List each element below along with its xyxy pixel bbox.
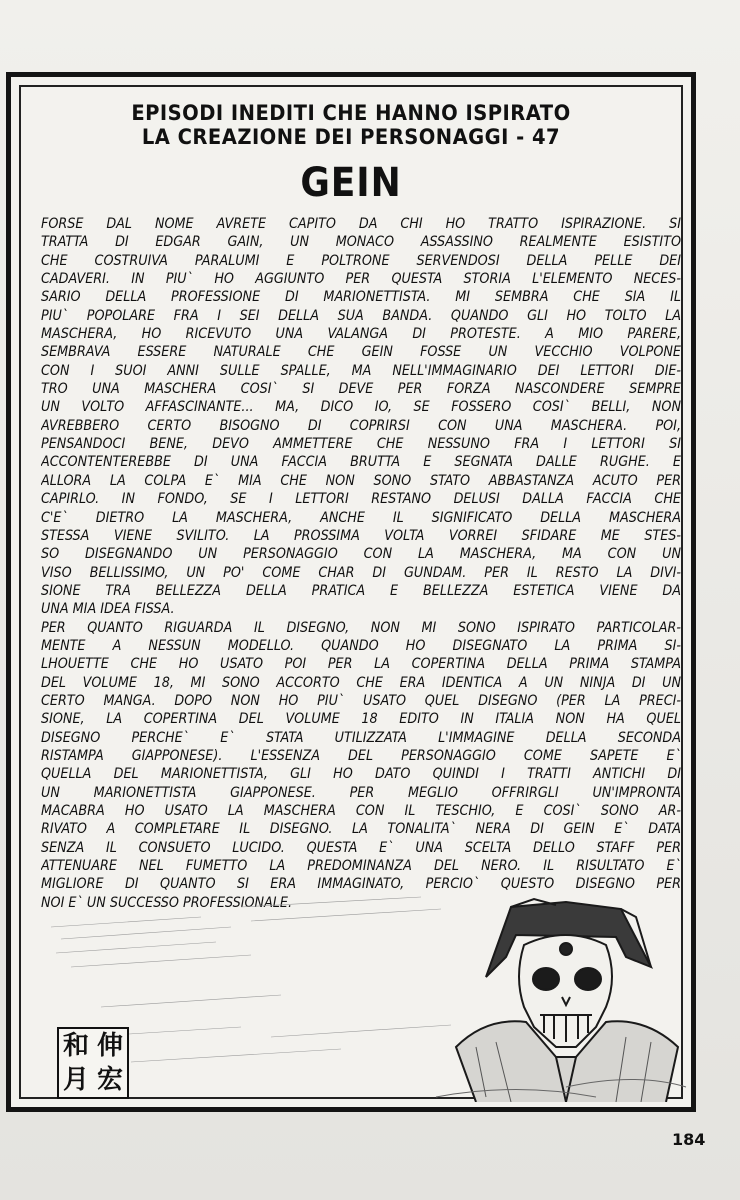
- seal-char: 和: [62, 1031, 89, 1061]
- article-inner-frame: [19, 85, 683, 1099]
- seal-char: 宏: [96, 1065, 123, 1095]
- body-line: SARIO DELLA PROFESSIONE DI MARIONETTISTA. MI SEMBRA CHE SIA IL: [41, 289, 681, 306]
- body-line: CADAVERI. IN PIU` HO AGGIUNTO PER QUESTA STORIA L'ELEMENTO NECES-: [41, 271, 681, 288]
- body-line: ALLORA LA COLPA E` MIA CHE NON SONO STATO ABBASTANZA ACUTO PER: [41, 472, 681, 489]
- seal-char: 月: [62, 1065, 89, 1095]
- body-line: PIU` POPOLARE FRA I SEI DELLA SUA BANDA. QUANDO GLI HO TOLTO LA: [41, 307, 681, 324]
- body-line: UNA MIA IDEA FISSA.: [41, 601, 175, 618]
- body-line: CERTO MANGA. DOPO NON HO PIU` USATO QUEL DISEGNO (PER LA PRECI-: [41, 692, 681, 709]
- body-line: PENSANDOCI BENE, DEVO AMMETTERE CHE NESSUNO FRA I LETTORI SI: [41, 436, 681, 453]
- body-line: SIONE, LA COPERTINA DEL VOLUME 18 EDITO IN ITALIA NON HA QUEL: [41, 711, 681, 728]
- body-line: AVREBBERO CERTO BISOGNO DI COPRIRSI CON UNA MASCHERA. POI,: [41, 417, 681, 434]
- body-line: UN VOLTO AFFASCINANTE... MA, DICO IO, SE FOSSERO COSI` BELLI, NON: [41, 399, 681, 416]
- page-number: 184: [672, 1130, 706, 1149]
- body-line: VISO BELLISSIMO, UN PO' COME CHAR DI GUNDAM. PER IL RESTO LA DIVI-: [41, 564, 681, 581]
- body-line: CON I SUOI ANNI SULLE SPALLE, MA NELL'IMMAGINARIO DEI LETTORI DIE-: [41, 362, 681, 379]
- body-line: SO DISEGNANDO UN PERSONAGGIO CON LA MASCHERA, MA CON UN: [41, 546, 681, 563]
- body-line: FORSE DAL NOME AVRETE CAPITO DA CHI HO TRATTO ISPIRAZIONE. SI: [41, 216, 681, 232]
- body-line: STESSA VIENE SVILITO. LA PROSSIMA VOLTA VORREI SFIDARE ME STES-: [41, 527, 681, 544]
- body-line: CHE COSTRUIVA PARALUMI E POLTRONE SERVENDOSI DELLA PELLE DEI: [41, 252, 681, 269]
- article-body: [41, 215, 681, 912]
- body-line: UN MARIONETTISTA GIAPPONESE. PER MEGLIO OFFRIRGLI UN'IMPRONTA: [41, 784, 681, 801]
- body-line: TRATTA DI EDGAR GAIN, UN MONACO ASSASSINO REALMENTE ESISTITO: [41, 234, 681, 251]
- series-header: [44, 101, 658, 149]
- body-line: NOI E` UN SUCCESSO PROFESSIONALE.: [41, 894, 293, 911]
- body-line: SENZA IL CONSUETO LUCIDO. QUESTA E` UNA SCELTA DELLO STAFF PER: [41, 839, 681, 856]
- body-line: RISTAMPA GIAPPONESE). L'ESSENZA DEL PERSONAGGIO COME SAPETE E`: [41, 747, 681, 764]
- header-line-1: EPISODI INEDITI CHE HANNO ISPIRATO: [131, 101, 571, 125]
- body-line: MASCHERA, HO RICEVUTO UNA VALANGA DI PROTESTE. A MIO PARERE,: [41, 326, 681, 343]
- seal-char: 伸: [96, 1031, 123, 1061]
- body-line: DISEGNO PERCHE` E` STATA UTILIZZATA L'IMMAGINE DELLA SECONDA: [41, 729, 681, 746]
- article-frame: [6, 72, 696, 1112]
- author-seal: [57, 1027, 129, 1099]
- character-title: GEIN: [300, 160, 402, 206]
- body-line: MENTE A NESSUN MODELLO. QUANDO HO DISEGNATO LA PRIMA SI-: [41, 637, 681, 654]
- body-line: ACCONTENTEREBBE DI UNA FACCIA BRUTTA E SEGNATA DALLE RUGHE. E: [41, 454, 681, 471]
- body-line: RIVATO A COMPLETARE IL DISEGNO. LA TONALITA` NERA DI GEIN E` DATA: [41, 821, 681, 838]
- body-line: TRO UNA MASCHERA COSI` SI DEVE PER FORZA NASCONDERE SEMPRE: [41, 381, 681, 398]
- header-line-2: LA CREAZIONE DEI PERSONAGGI - 47: [141, 125, 561, 149]
- body-line: DEL VOLUME 18, MI SONO ACCORTO CHE ERA IDENTICA A UN NINJA DI UN: [41, 674, 681, 691]
- body-line: MIGLIORE DI QUANTO SI ERA IMMAGINATO, PERCIO` QUESTO DISEGNO PER: [41, 876, 681, 893]
- body-line: PER QUANTO RIGUARDA IL DISEGNO, NON MI SONO ISPIRATO PARTICOLAR-: [41, 619, 681, 636]
- body-line: LHOUETTE CHE HO USATO POI PER LA COPERTINA DELLA PRIMA STAMPA: [41, 656, 681, 673]
- body-line: SIONE TRA BELLEZZA DELLA PRATICA E BELLEZZA ESTETICA VIENE DA: [41, 582, 681, 599]
- body-line: C'E` DIETRO LA MASCHERA, ANCHE IL SIGNIFICATO DELLA MASCHERA: [41, 509, 681, 526]
- body-line: ATTENUARE NEL FUMETTO LA PREDOMINANZA DEL NERO. IL RISULTATO E`: [41, 858, 681, 875]
- body-line: QUELLA DEL MARIONETTISTA, GLI HO DATO QUINDI I TRATTI ANTICHI DI: [41, 766, 681, 783]
- body-line: CAPIRLO. IN FONDO, SE I LETTORI RESTANO DELUSI DALLA FACCIA CHE: [41, 491, 681, 508]
- body-line: SEMBRAVA ESSERE NATURALE CHE GEIN FOSSE UN VECCHIO VOLPONE: [41, 344, 681, 361]
- gein-skull-mask-illustration: [416, 897, 691, 1102]
- body-line: MACABRA HO USATO LA MASCHERA CON IL TESCHIO, E COSI` SONO AR-: [41, 803, 681, 819]
